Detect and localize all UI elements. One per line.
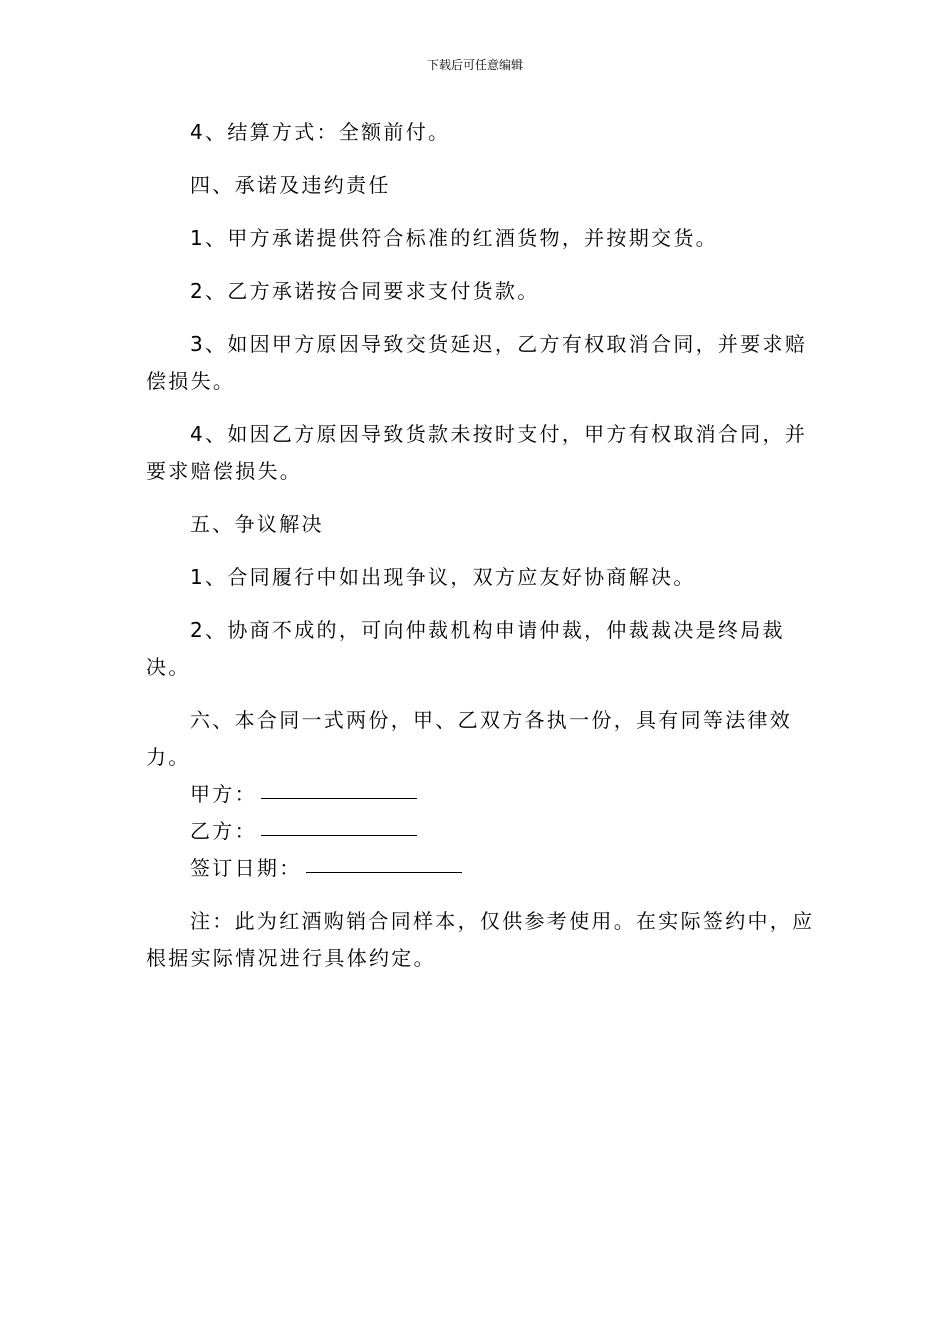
party-b-signature-line (261, 834, 417, 836)
sign-date-label: 签订日期： (190, 856, 302, 880)
party-a-label: 甲方： (190, 782, 257, 806)
paragraph-dispute-arbitration: 2、协商不成的，可向仲裁机构申请仲裁，仲裁裁决是终局裁决。 (146, 618, 785, 679)
paragraph-commitment-b: 2、乙方承诺按合同要求支付货款。 (190, 279, 540, 303)
party-a-signature-line (261, 797, 417, 799)
paragraph-note: 注：此为红酒购销合同样本，仅供参考使用。在实际签约中，应根据实际情况进行具体约定。 (146, 909, 815, 970)
paragraph-settlement: 4、结算方式：全额前付。 (190, 120, 451, 144)
paragraph-copies: 六、本合同一式两份，甲、乙双方各执一份，具有同等法律效力。 (146, 708, 793, 769)
page-header: 下载后可任意编辑 (426, 58, 523, 72)
paragraph-breach-a: 3、如因甲方原因导致交货延迟，乙方有权取消合同，并要求赔偿损失。 (146, 332, 808, 393)
party-b-signature (146, 813, 826, 850)
sign-date (146, 850, 826, 887)
paragraph-breach-b: 4、如因乙方原因导致货款未按时支付，甲方有权取消合同，并要求赔偿损失。 (146, 422, 808, 483)
section-heading-disputes: 五、争议解决 (190, 512, 324, 536)
sign-date-line (306, 871, 462, 873)
paragraph-dispute-negotiation: 1、合同履行中如出现争议，双方应友好协商解决。 (190, 565, 696, 589)
paragraph-commitment-a: 1、甲方承诺提供符合标准的红酒货物，并按期交货。 (190, 226, 718, 250)
document-body (146, 114, 826, 977)
party-b-label: 乙方： (190, 819, 257, 843)
section-heading-commitments: 四、承诺及违约责任 (190, 173, 391, 197)
party-a-signature (146, 776, 826, 813)
